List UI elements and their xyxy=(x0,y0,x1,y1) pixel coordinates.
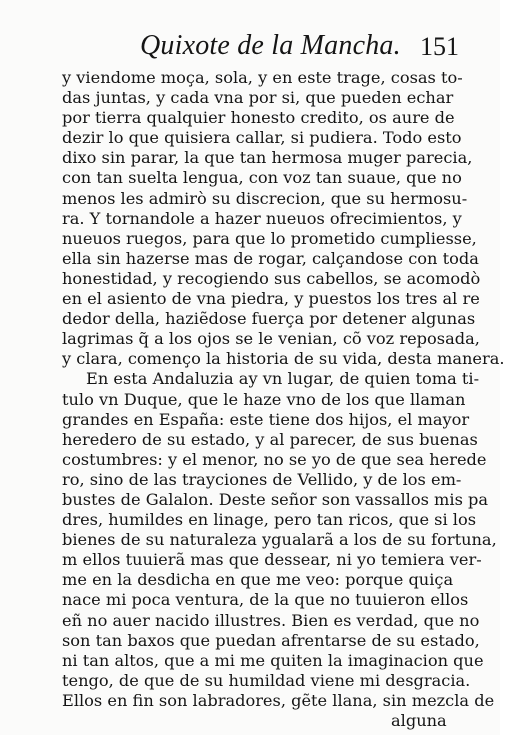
running-head: Quixote de la Mancha. xyxy=(140,30,401,61)
text-line: heredero de su estado, y al parecer, de sus buenas xyxy=(62,429,478,449)
text-line: por tierra qualquier honesto credito, os aure de xyxy=(62,108,455,128)
text-line: menos les admirò su discrecion, que su hermosu- xyxy=(62,188,468,208)
text-line: bustes de Galalon. Deste señor son vassallos mis pa xyxy=(62,489,489,509)
text-line: ella sin hazerse mas de rogar, calçandose con toda xyxy=(62,248,479,268)
text-line: costumbres: y el menor, no se yo de que sea herede xyxy=(62,449,487,469)
text-line: nace mi poca ventura, de la que no tuuieron ellos xyxy=(62,590,469,610)
text-line: dezir lo que quisiera callar, si pudiera. Todo esto xyxy=(62,128,462,148)
text-line: ro, sino de las trayciones de Vellido, y de los em- xyxy=(62,469,462,489)
text-line: son tan baxos que puedan afrentarse de su estado, xyxy=(62,630,480,650)
text-line: en el asiento de vna piedra, y puestos los tres al re xyxy=(62,289,480,309)
text-line: ra. Y tornandole a hazer nueuos ofrecimientos, y xyxy=(62,208,462,228)
text-line: dres, humildes en linage, pero tan ricos, que si los xyxy=(62,510,477,530)
text-line: tulo vn Duque, que le haze vno de los que llaman xyxy=(62,389,466,409)
text-line: das juntas, y cada vna por si, que pueden echar xyxy=(62,88,454,108)
text-line: Ellos en fin son labradores, gẽte llana, sin mezcla de xyxy=(62,690,495,710)
text-line: nueuos ruegos, para que lo prometido cumpliesse, xyxy=(62,228,477,248)
text-line: honestidad, y recogiendo sus cabellos, se acomodò xyxy=(62,268,481,288)
text-line: dedor della, haziẽdose fuerça por detener algunas xyxy=(62,309,476,329)
text-line: con tan suelta lengua, con voz tan suaue, que no xyxy=(62,168,462,188)
body-text xyxy=(62,68,505,711)
text-line: tengo, de que de su humildad viene mi desgracia. xyxy=(62,670,471,690)
text-line: grandes en España: este tiene dos hijos, el mayor xyxy=(62,409,470,429)
text-line: y clara, començo la historia de su vida, desta manera. xyxy=(62,349,505,369)
text-line: lagrimas q̃ a los ojos se le venian, cõ voz reposada, xyxy=(62,329,480,349)
text-line: y viendome moça, sola, y en este trage, cosas to- xyxy=(62,68,463,87)
catchword: alguna xyxy=(391,711,447,730)
text-line: dixo sin parar, la que tan hermosa muger parecia, xyxy=(62,148,473,168)
text-line: ni tan altos, que a mi me quiten la imaginacion que xyxy=(62,650,484,670)
text-line: me en la desdicha en que me veo: porque quiça xyxy=(62,570,454,590)
text-line: m ellos tuuierã mas que dessear, ni yo temiera ver- xyxy=(62,550,482,570)
text-line: eñ no auer nacido illustres. Bien es verdad, que no xyxy=(62,610,480,630)
paragraph-start-line: En esta Andaluzia ay vn lugar, de quien toma ti- xyxy=(86,369,480,389)
text-line: bienes de su naturaleza ygualarã a los de su fortuna, xyxy=(62,530,497,550)
page-number: 151 xyxy=(420,32,459,61)
